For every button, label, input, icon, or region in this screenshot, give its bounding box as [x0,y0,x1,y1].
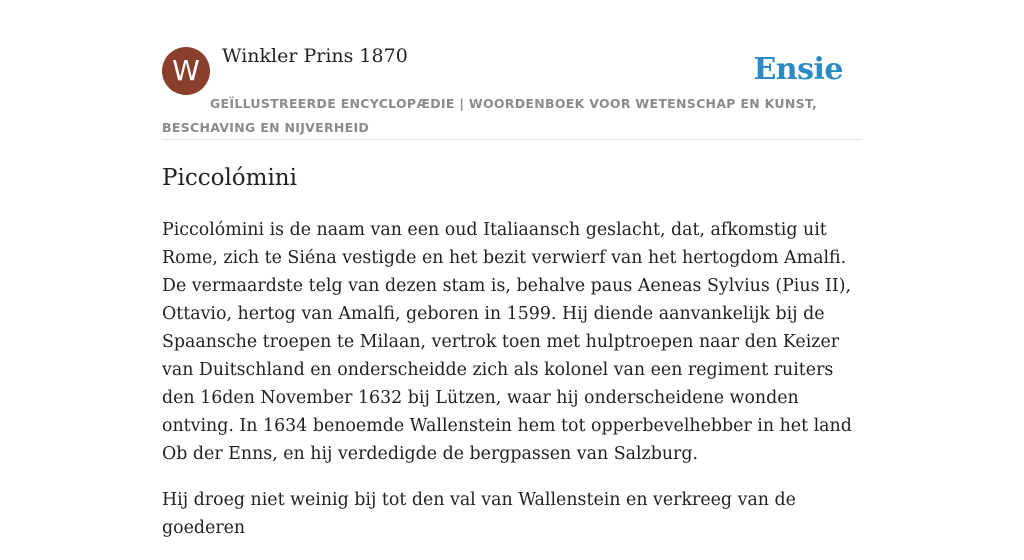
source-subtitle: GEÏLLUSTREERDE ENCYCLOPÆDIE | WOORDENBOEK VOOR WETENSCHAP EN KUNST, BESCHAVING EN NIJVERHEID [162,96,818,135]
ensie-logo[interactable]: Ensie [753,52,843,87]
article-title: Piccolómini [162,165,297,191]
source-title-link[interactable]: Winkler Prins 1870 [222,45,408,67]
article-paragraph: Piccolómini is de naam van een oud Italiaansch geslacht, dat, afkomstig uit Rome, zich te Siéna vestigde en het bezit verwierf van het hertogdom Amalfi. De vermaardste telg van dezen stam is, behalve paus Aeneas Sylvius (Pius II), Ottavio, hertog van Amalfi, geboren in 1599. Hij diende aanvankelijk bij de Spaansche troepen te Milaan, vertrok toen met hulptroepen naar den Keizer van Duitschland en onderscheidde zich als kolonel van een regiment ruiters den 16den November 1632 bij Lützen, waar hij onderscheidene wonden ontving. In 1634 benoemde Wallenstein hem tot opperbevelhebber in het land Ob der Enns, en hij verdedigde de bergpassen van Salzburg. [162,220,852,464]
source-avatar[interactable]: W [162,47,210,95]
header-divider [162,139,862,140]
article-body [162,216,862,560]
article-paragraph: Hij droeg niet weinig bij tot den val van Wallenstein en verkreeg van de goederen [162,490,796,538]
